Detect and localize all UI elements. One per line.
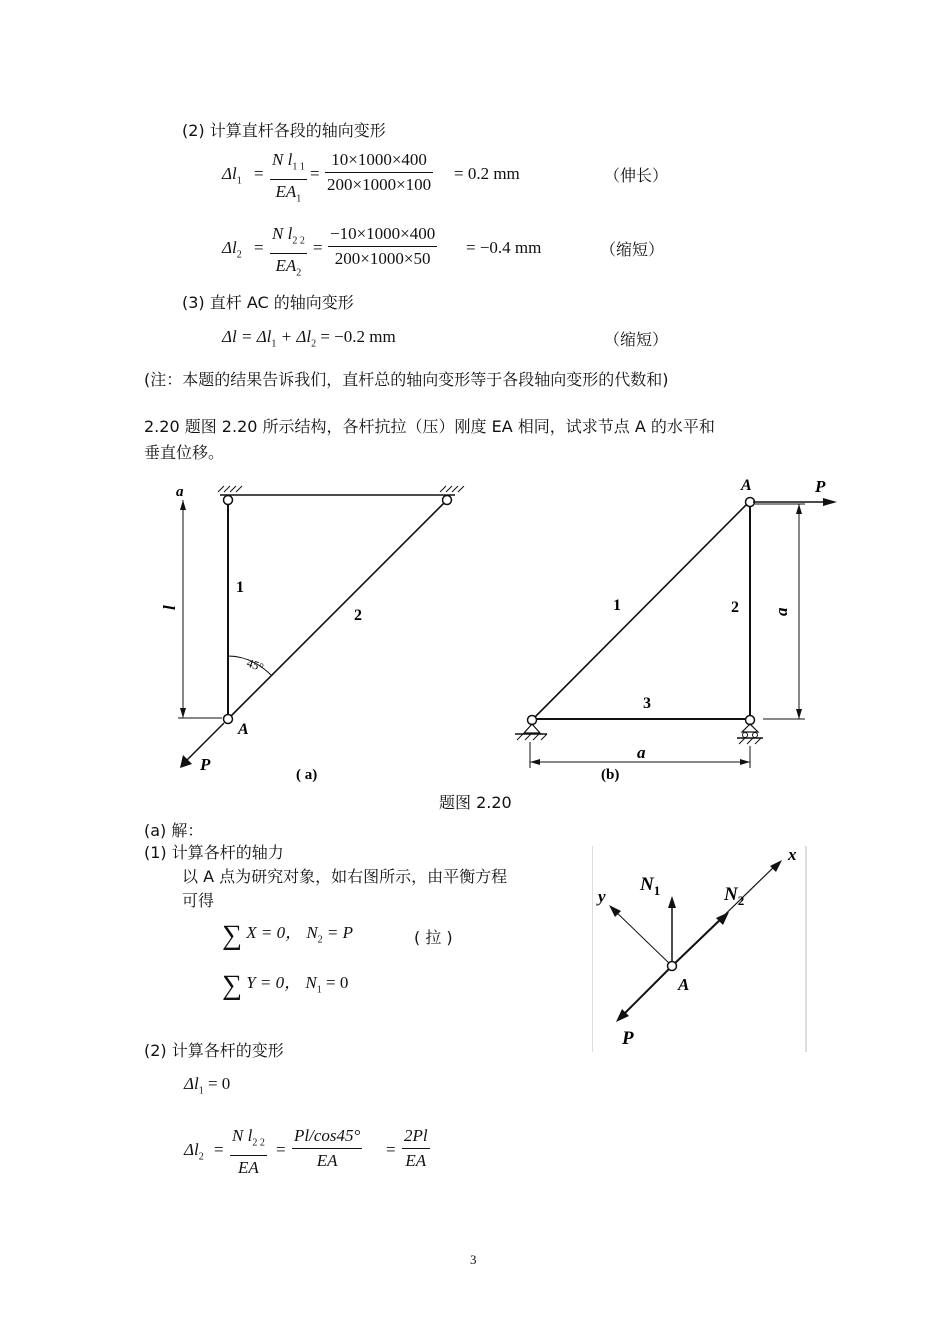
fig-b-node-label: A [741,477,752,494]
remark: (注：本题的结果告诉我们，直杆总的轴向变形等于各段轴向变形的代数和) [144,370,669,389]
solution-a-title: (a) 解： [144,821,204,840]
figure-a [160,470,500,790]
fbd-n1-label: $N_1$ [640,874,661,898]
fig-a-angle-label: 45° [244,655,266,675]
eq2-frac1: N $l_{2 2}$ $EA_2$ [272,224,305,279]
fig-b-load-label: P [815,477,826,496]
free-body-diagram [592,846,808,1052]
eq-sum-y: ∑ Y = 0， $N_1 = 0$ [222,970,349,1001]
problem-line-1: 2.20 题图 2.20 所示结构，各杆抗拉（压）刚度 EA 相同，试求节点 A 的水平和 [144,417,715,436]
eq5-equals2: = [276,1140,286,1159]
eq1-result: = 0.2 mm [454,164,520,183]
fig-b-bar1-label: 1 [613,597,621,614]
fig-b-bar3-label: 3 [643,695,651,712]
page-number: 3 [470,1252,477,1267]
fig-b-dim-horizontal: a [637,743,646,762]
eq-sum-x-note: ( 拉 ) [414,928,453,947]
eq2-lhs: $\Delta l_2$ [222,238,242,261]
eq3: $\Delta l = \Delta l_1 + \Delta l_2 = -0.2$ mm [222,327,396,350]
fig-b-bar2-label: 2 [731,599,739,616]
eq5-frac1: N $l_{2 2}$ EA [232,1126,265,1178]
figure-caption: 题图 2.20 [439,793,512,812]
fbd-a-label: A [678,975,690,994]
solution-step1-text2: 可得 [182,891,215,910]
eq1-lhs: $\Delta l_1$ [222,164,242,187]
fig-a-caption: ( a) [296,767,318,783]
fig-b-caption: (b) [601,767,620,783]
solution-step2-heading: (2) 计算各杆的变形 [144,1041,284,1060]
eq1-equals: = [254,164,264,183]
fig-a-length-label: l [160,605,179,610]
eq5-frac3: 2Pl EA [404,1126,428,1170]
eq2-note: （缩短） [600,240,665,259]
step2-heading: (2) 计算直杆各段的轴向变形 [182,121,386,140]
eq1-note: （伸长） [604,166,669,185]
eq4: $\Delta l_1 = 0$ [184,1074,231,1097]
eq2-equals2: = [313,238,323,257]
fbd-n2-label: $N_2$ [724,884,745,908]
eq2-frac2: −10×1000×400 200×1000×50 [330,224,436,268]
eq1-frac2: 10×1000×400 200×1000×100 [327,150,432,194]
eq1-equals2: = [310,164,320,183]
fbd-y-label: y [598,887,606,906]
eq5-equals1: = [214,1140,224,1159]
fig-a-bar2-label: 2 [354,607,362,624]
step3-heading: (3) 直杆 AC 的轴向变形 [182,293,354,312]
fbd-p-label: P [622,1028,634,1049]
eq2-equals: = [254,238,264,257]
problem-line-2: 垂直位移。 [144,443,225,462]
fig-a-node-label: A [238,721,249,738]
eq1-frac1: N $l_{1 1}$ $EA_1$ [272,150,305,205]
eq-sum-x: ∑ X = 0， $N_2 = P$ [222,920,354,951]
fig-b-dim-vertical: a [772,607,791,616]
eq5-equals3: = [386,1140,396,1159]
fbd-x-label: x [788,846,797,864]
fig-a-bar1-label: 1 [236,579,244,596]
eq2-result: = −0.4 mm [466,238,542,257]
eq5-lhs: $\Delta l_2$ [184,1140,204,1163]
fig-a-top-label: a [176,484,184,500]
fig-a-load-label: P [200,755,211,774]
eq5-frac2: Pl/cos45° EA [294,1126,361,1170]
solution-step1-heading: (1) 计算各杆的轴力 [144,843,284,862]
figure-b [505,470,850,790]
eq3-note: （缩短） [604,330,669,349]
solution-step1-text1: 以 A 点为研究对象，如右图所示，由平衡方程 [182,867,508,886]
